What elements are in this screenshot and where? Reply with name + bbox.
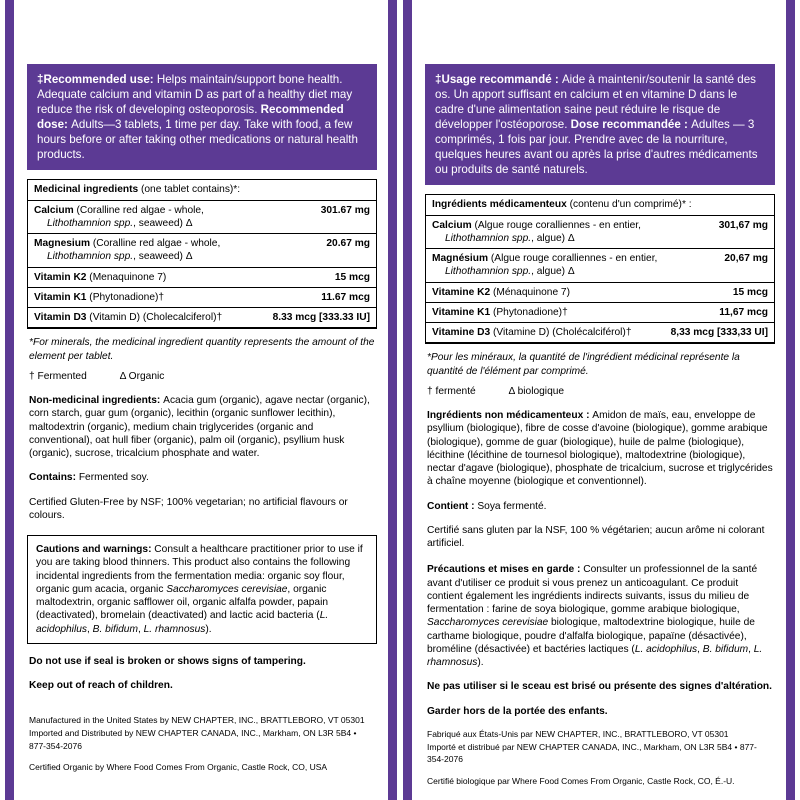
organic-legend: Δ Organic <box>119 370 165 382</box>
table-header: Medicinal ingredients (one tablet contains)*: <box>28 180 376 200</box>
medicinal-ingredient-row: Magnésium (Algue rouge coralliennes - en entier, Lithothamnion spp., algue) Δ 20,67 mg <box>426 249 774 283</box>
panel-content-english <box>14 0 388 800</box>
children-warning: Garder hors de la portée des enfants. <box>427 705 608 717</box>
medicinal-ingredient-row: Vitamine D3 (Vitamine D) (Cholécalciférol)† 8,33 mcg [333,33 UI] <box>432 327 768 339</box>
ingredient-amount: 20,67 mg <box>724 253 768 265</box>
medicinal-ingredient-row: Vitamine K1 (Phytonadione)† 11,67 mcg <box>426 303 774 323</box>
ingredient-amount: 8,33 mcg [333,33 UI] <box>670 327 768 339</box>
medicinal-ingredients-table <box>27 179 377 329</box>
seal-warning: Ne pas utiliser si le sceau est brisé ou présente des signes d'altération. <box>427 681 772 693</box>
table-rows <box>28 201 376 328</box>
imported-line: Importé et distribué par NEW CHAPTER CANADA, INC., Markham, ON L3R 5B4 • 877-354-2076 <box>427 741 757 765</box>
ingredient-amount: 15 mcg <box>334 271 370 283</box>
manufacturer-info <box>425 718 775 800</box>
seal-warning: Do not use if seal is broken or shows signs of tampering. <box>29 655 306 667</box>
panel-english <box>5 0 397 800</box>
ingredient-amount: 11,67 mcg <box>719 306 768 318</box>
certification-statement: Certified Gluten-Free by NSF; 100% vegetarian; no artificial flavours or colours. <box>29 496 348 521</box>
non-medicinal-ingredients: Ingrédients non médicamenteux : Amidon de maïs, eau, enveloppe de psyllium (biologique), fibre de cosse d'avoine (biologique), gomme arabique (biologique), gomme de guar (biologique), huile de palme (biologique), lécithine (lécithine de tournesol biologique), maltodextrine (biologique), nectar d'agave (biologique), phosphate de tricalcium, sucrose et triglycérides à chaîne moyenne (biologique et conventionnel). <box>427 410 773 488</box>
recommended-use-box: ‡Recommended use: Helps maintain/support bone health. Adequate calcium and vitamin D as part of a healthy diet may reduce the risk of developing osteoporosis. Recommended dose: Adults—3 tablets, 1 time per day. Take with food, a few hours before or after taking other medications or natural health products. <box>27 64 377 170</box>
cautions-section: Précautions et mises en garde : Consulter un professionnel de la santé avant d'utiliser ce produit si vous prenez un anticoagulant. Ce produit contient également les ingrédients indirects suivants, issus du milieu de fermentation : farine de soya biologique, gomme arabique biologique, Saccharomyces cerevisiae biologique, maltodextrine biologique, huile de carthame biologique, poudre d'alfalfa biologique, papaïne (désactivée), broméline (désactivée) et bactéries lactiques (L. acidophilus, B. bifidum, L. rhamnosus). <box>427 564 763 669</box>
table-rows <box>426 216 774 343</box>
ingredient-amount: 20.67 mg <box>326 238 370 250</box>
purple-edge-bar-right <box>786 0 795 800</box>
medicinal-ingredient-row: Vitamin K1 (Phytonadione)† 11.67 mcg <box>28 288 376 308</box>
manufacturer-info <box>27 704 377 800</box>
medicinal-ingredients-table <box>425 194 775 344</box>
symbol-legend <box>427 385 773 398</box>
imported-line: Imported and Distributed by NEW CHAPTER CANADA, INC., Markham, ON L3R 5B4 • 877-354-2076 <box>29 727 357 751</box>
medicinal-ingredient-row: Vitamin D3 (Vitamin D) (Cholecalciferol)† 8.33 mcg [333.33 IU] <box>34 312 370 324</box>
organic-cert-line: Certifié biologique par Where Food Comes From Organic, Castle Rock, CO, É.-U. <box>427 776 735 787</box>
fermented-legend: † Fermented <box>29 370 87 382</box>
certification-statement: Certifié sans gluten par la NSF, 100 % végétarien; aucun arôme ni colorant artificiel. <box>427 524 765 550</box>
ingredient-amount: 301,67 mg <box>718 219 768 231</box>
organic-legend: Δ biologique <box>508 385 565 397</box>
medicinal-ingredient-row: Calcium (Coralline red algae - whole, Lithothamnion spp., seaweed) Δ 301.67 mg <box>28 201 376 235</box>
cautions-box: Cautions and warnings: Consult a healthcare practitioner prior to use if you are taking blood thinners. This product also contains the following incidental ingredients from the fermentation media: organic soy flour, organic gum acacia, organic Saccharomyces cerevisiae, organic maltodextrin, organic safflower oil, organic alfalfa powder, papain (deactivated), bromelain (deactivated) and lactic acid bacteria (L. acidophilus, B. bifidum, L. rhamnosus). <box>27 535 377 644</box>
medicinal-ingredient-row: Vitamin K2 (Menaquinone 7) 15 mcg <box>28 268 376 288</box>
contains-statement: Contains: Fermented soy. <box>29 472 149 484</box>
symbol-legend <box>29 370 375 383</box>
purple-edge-bar-left <box>403 0 412 800</box>
table-header: Ingrédients médicamenteux (contenu d'un comprimé)* : <box>426 195 774 215</box>
minerals-footnote: *Pour les minéraux, la quantité de l'ingrédient médicinal représente la quantité de l'élément par comprimé. <box>427 352 740 377</box>
contains-statement: Contient : Soya fermenté. <box>427 500 547 512</box>
medicinal-ingredient-row: Vitamine K2 (Ménaquinone 7) 15 mcg <box>426 283 774 303</box>
medicinal-ingredient-row: Magnesium (Coralline red algae - whole, Lithothamnion spp., seaweed) Δ 20.67 mg <box>28 234 376 268</box>
manufactured-line: Fabriqué aux États-Unis par NEW CHAPTER, INC., BRATTLEBORO, VT 05301 <box>427 728 729 739</box>
medicinal-ingredient-row: Calcium (Algue rouge coralliennes - en entier, Lithothamnion spp., algue) Δ 301,67 mg <box>426 216 774 250</box>
ingredient-amount: 301.67 mg <box>320 204 370 216</box>
children-warning: Keep out of reach of children. <box>29 680 173 692</box>
ingredient-amount: 15 mcg <box>732 286 768 298</box>
purple-edge-bar-left <box>5 0 14 800</box>
ingredient-amount: 11.67 mcg <box>321 291 370 303</box>
organic-cert-line: Certified Organic by Where Food Comes From Organic, Castle Rock, CO, USA <box>29 762 328 773</box>
recommended-use-box: ‡Usage recommandé : Aide à maintenir/soutenir la santé des os. Un apport suffisant en calcium et en vitamine D dans le cadre d'une alimentation saine peut réduire le risque de développer l'ostéoporose. Dose recommandée : Adultes — 3 comprimés, 1 fois par jour. Prendre avec de la nourriture, quelques heures avant ou après la prise d'autres médicaments ou produits de santé naturels. <box>425 64 775 185</box>
ingredient-amount: 8.33 mcg [333.33 IU] <box>272 312 370 324</box>
fermented-legend: † fermenté <box>427 385 476 397</box>
manufactured-line: Manufactured in the United States by NEW CHAPTER, INC., BRATTLEBORO, VT 05301 <box>29 715 365 725</box>
minerals-footnote: *For minerals, the medicinal ingredient quantity represents the amount of the element per tablet. <box>29 337 375 362</box>
panel-content-french <box>412 0 786 800</box>
purple-edge-bar-right <box>388 0 397 800</box>
panel-french <box>403 0 795 800</box>
non-medicinal-ingredients: Non-medicinal ingredients: Acacia gum (organic), agave nectar (organic), corn starch, guar gum (organic), lecithin (organic sunflower lecithin), maltodextrin (organic), medium chain triglycerides (organic and conventional), oat hull fiber (organic), palm oil (organic), psyllium husk (organic), sucrose, tricalcium phosphate and water. <box>29 395 370 460</box>
